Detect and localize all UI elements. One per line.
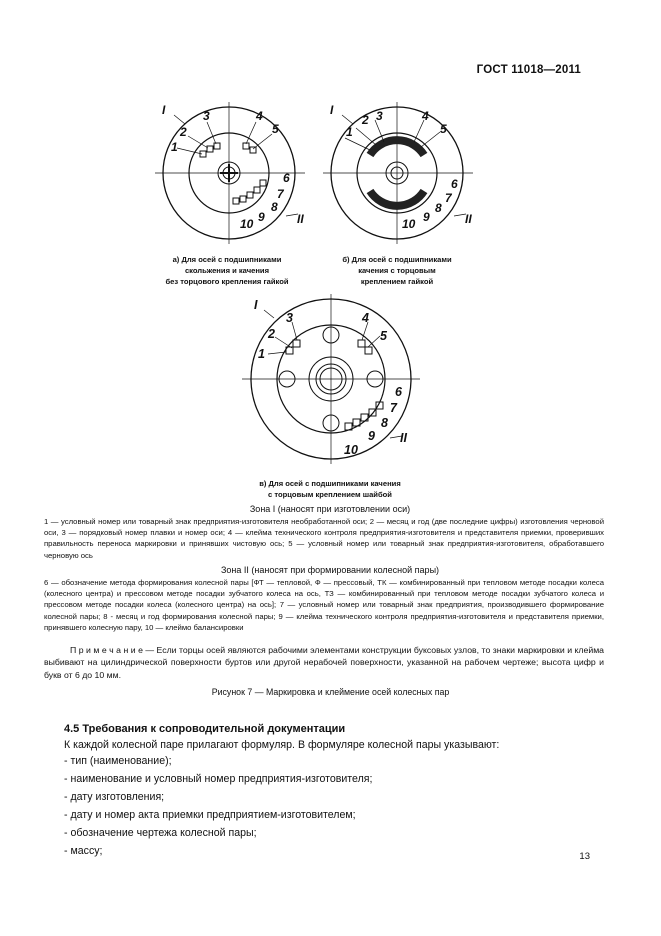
figure-note: [44, 644, 604, 681]
label-1: 1: [346, 125, 353, 139]
label-zone-2: II: [297, 212, 304, 226]
list-item: - тип (наименование);: [64, 755, 172, 767]
label-5: 5: [380, 329, 387, 343]
label-zone-1: I: [162, 103, 166, 117]
page-number: 13: [579, 851, 590, 862]
requirements-list: [64, 753, 372, 860]
figure-b-caption: б) Для осей с подшипниками качения с торцовым креплением гайкой: [342, 255, 452, 286]
label-2: 2: [268, 327, 275, 341]
figure-a-diagram: [150, 100, 320, 250]
section-intro: К каждой колесной паре прилагают формуляр. В формуляре колесной пары указывают:: [64, 739, 500, 751]
list-item: - дату и номер акта приемки предприятием-изготовителем;: [64, 808, 356, 821]
label-10: 10: [240, 217, 254, 231]
label-6: 6: [395, 385, 402, 399]
label-9: 9: [368, 429, 375, 443]
list-item: - дату изготовления;: [64, 790, 165, 803]
label-4: 4: [256, 109, 263, 123]
section-title: 4.5 Требования к сопроводительной документации: [64, 723, 346, 735]
label-4: 4: [422, 109, 429, 123]
zone-1-title: Зона I (наносят при изготовлении оси): [249, 504, 411, 514]
label-2: 2: [180, 125, 187, 139]
zone-2-legend: 6 — обозначение метода формирования колесной пары [ФТ — тепловой, Ф — прессовый, ТК — комбинированный при тепловом методе посадки колеса (колесного центра) и прессовом методе посадки зубчатого колеса на ось, ТЗ — комбинированный при тепловом методе посадки зубчатого колеса и прессовом методе посадки колеса (колесного центра) на ось]; 7 — условный номер или товарный знак предприятия, производившего формирование колесной пары; 8 - месяц и год формирования колесной пары; 9 — клейма технического контроля предприятия-изготовителя и представителя приемки, принявшего колесную пару, 10 — клеймо балансировки: [44, 578, 604, 632]
label-7: 7: [390, 401, 397, 415]
label-3: 3: [203, 109, 210, 123]
note-label: П р и м е ч а н и е: [70, 645, 143, 655]
figure-a-caption: а) Для осей с подшипниками скольжения и качения без торцового крепления гайкой: [165, 255, 289, 286]
figure-b-diagram: [318, 100, 488, 250]
label-6: 6: [283, 171, 290, 185]
label-8: 8: [271, 200, 278, 214]
label-8: 8: [435, 201, 442, 215]
label-3: 3: [376, 109, 383, 123]
document-header: ГОСТ 11018—2011: [476, 64, 581, 76]
label-4: 4: [362, 311, 369, 325]
label-7: 7: [445, 191, 452, 205]
label-8: 8: [381, 416, 388, 430]
list-item: - обозначение чертежа колесной пары;: [64, 826, 257, 839]
figure-c-diagram: [240, 292, 430, 466]
label-7: 7: [277, 187, 284, 201]
label-6: 6: [451, 177, 458, 191]
list-item: - массу;: [64, 844, 103, 857]
zone-2-title: Зона II (наносят при формировании колесной пары): [220, 565, 440, 575]
label-5: 5: [272, 122, 279, 136]
label-10: 10: [402, 217, 416, 231]
label-5: 5: [440, 122, 447, 136]
note-text: — Если торцы осей являются рабочими элементами конструкции буксовых узлов, то знаки маркировки и клейма выбивают на цилиндрической поверхности буртов или другой нерабочей поверхности, указанной на рабочем чертеже; высота цифр и букв от 6 до 10 мм.: [44, 645, 604, 680]
label-3: 3: [286, 311, 293, 325]
label-zone-2: II: [465, 212, 472, 226]
label-zone-1: I: [254, 298, 258, 312]
label-1: 1: [171, 140, 178, 154]
label-9: 9: [258, 210, 265, 224]
label-10: 10: [344, 443, 358, 457]
label-zone-2: II: [400, 431, 407, 445]
zone-1-legend: 1 — условный номер или товарный знак предприятия-изготовителя необработанной оси; 2 — месяц и год (две последние цифры) изготовления черновой оси, 3 — порядковый номер плавки и номер оси; 4 — клейма технического контроля предприятия-изготовителя и представителя приемки, проверивших правильность переноса маркировки и принявших чистовую ось; 5 — условный номер или товарный знак предприятия-изготовителя, обработавшего черновую ось: [44, 517, 604, 560]
label-1: 1: [258, 347, 265, 361]
label-9: 9: [423, 210, 430, 224]
list-item: - наименование и условный номер предприятия-изготовителя;: [64, 772, 373, 785]
label-2: 2: [362, 113, 369, 127]
figure-c-caption: в) Для осей с подшипниками качения с торцовым креплением шайбой: [259, 479, 401, 499]
figure-caption: Рисунок 7 — Маркировка и клеймение осей колесных пар: [211, 687, 450, 697]
label-zone-1: I: [330, 103, 334, 117]
